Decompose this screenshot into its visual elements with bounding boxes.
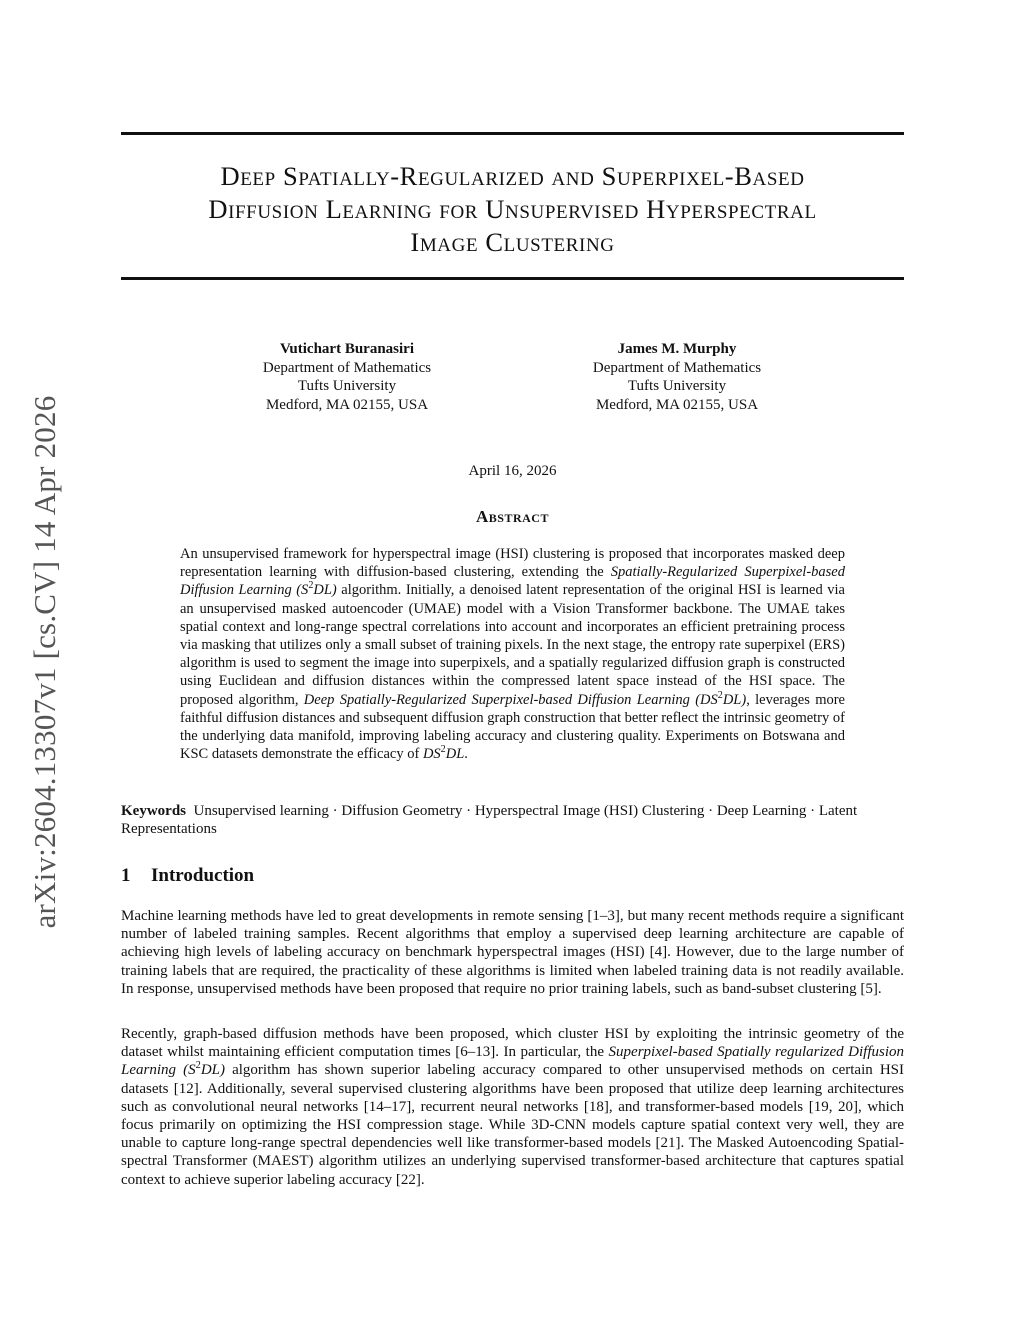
author-block-1 (217, 340, 477, 414)
paper-date: April 16, 2026 (468, 463, 557, 479)
paragraph-italic-method: Superpixel-based Spatially regularized Diffusion Learning (S (121, 1044, 904, 1079)
keywords-label: Keywords (121, 803, 186, 819)
abstract-italic-proposed: Deep Spatially-Regularized Superpixel-based Diffusion Learning (DS (303, 691, 718, 708)
abstract-math: DS (422, 746, 441, 763)
intro-paragraph-2 (121, 1025, 904, 1189)
paper-title (121, 160, 904, 259)
superscript: 2 (717, 689, 723, 701)
title-rule-top (121, 132, 904, 135)
abstract-italic-method: Spatially-Regularized Superpixel-based Diffusion Learning (S (180, 564, 845, 599)
title-rule-bottom (121, 277, 904, 280)
arxiv-side-label: arXiv:2604.13307v1 [cs.CV] 14 Apr 2026 (27, 395, 62, 929)
author-name: James M. Murphy (617, 341, 737, 357)
author-block-2 (547, 340, 807, 414)
intro-paragraph-1: Machine learning methods have led to great developments in remote sensing [1–3], but many recent methods require a significant number of labeled training samples. Recent algorithms that employ a supervised deep learning architecture are capable of achieving high levels of labeling accuracy on benchmark hyperspectral images (HSI) [4]. However, due to the large number of training labels that are required, the practicality of these algorithms is limited when labeled training data is not readily available. In response, unsupervised methods have been proposed that require no prior training labels, such as band-subset clustering [5]. (121, 908, 904, 997)
title-line-1: Deep Spatially-Regularized and Superpixel-Based (220, 161, 805, 191)
author-address: Medford, MA 02155, USA (595, 396, 759, 413)
title-line-3: Image Clustering (410, 227, 615, 257)
abstract-italic-method-end: DL) (313, 582, 337, 599)
paragraph-text: algorithm has shown superior labeling accuracy compared to other unsupervised methods on certain HSI datasets [12]. Additionally, several supervised clustering algorithms have been proposed that utilize deep learning architectures such as convolutional neural networks [14–17], recurrent neural networks [18], and transformer-based models [19, 20], which focus primarily on optimizing the HSI compression stage. While 3D-CNN models capture spatial context very well, they are unable to capture long-range spectral dependencies well like transformer-based models [21]. The Masked Autoencoding Spatial-spectral Transformer (MAEST) algorithm utilizes an underlying supervised transformer-based architecture that captures spatial context to achieve superior labeling accuracy [22]. (121, 1062, 905, 1188)
paragraph-italic-method-end: DL) (200, 1062, 226, 1079)
abstract-text: . (464, 746, 468, 763)
abstract-text: algorithm. Initially, a denoised latent representation of the original HSI is learned via an unsupervised masked autoencoder (UMAE) model with a Vision Transformer backbone. The UMAE takes spatial context and long-range spectral correlations into account and incorporates an efficient pretraining process via masking that utilizes only a small subset of training pixels. In the next stage, the entropy rate superpixel (ERS) algorithm is used to segment the image into superpixels, and a spatially regularized diffusion graph is constructed using Euclidean and diffusion distances within the compressed latent space instead of the HSI space. The proposed algorithm, (180, 582, 845, 708)
abstract-text: An unsupervised framework for hyperspectral image (HSI) clustering is proposed that incorporates masked deep representation learning with diffusion-based clustering, extending the (180, 546, 845, 581)
abstract-heading: Abstract (476, 507, 549, 526)
keywords (121, 802, 904, 838)
author-name: Vutichart Buranasiri (279, 341, 415, 357)
abstract-italic-proposed-end: DL) (722, 691, 747, 708)
author-university: Tufts University (297, 378, 397, 394)
abstract-body (180, 545, 845, 763)
superscript: 2 (440, 744, 446, 756)
author-university: Tufts University (627, 378, 727, 394)
author-department: Department of Mathematics (592, 359, 762, 376)
author-address: Medford, MA 02155, USA (265, 396, 429, 413)
section-title: Introduction (151, 865, 255, 886)
paragraph-text: Recently, graph-based diffusion methods have been proposed, which cluster HSI by exploiting the intrinsic geometry of the dataset whilst maintaining efficient computation times [6–13]. In particular, the (121, 1026, 904, 1061)
superscript: 2 (195, 1060, 201, 1072)
superscript: 2 (308, 580, 314, 592)
abstract-math-end: DL (445, 746, 465, 763)
keywords-text: Unsupervised learning · Diffusion Geometry · Hyperspectral Image (HSI) Clustering · Deep Learning · Latent Representations (121, 803, 858, 838)
abstract-text: , leverages more faithful diffusion distances and subsequent diffusion graph construction that better reflect the intrinsic geometry of the underlying data manifold, improving labeling accuracy and clustering quality. Experiments on Botswana and KSC datasets demonstrate the efficacy of (180, 691, 845, 763)
section-heading (121, 865, 254, 887)
author-department: Department of Mathematics (262, 359, 432, 376)
section-number: 1 (121, 865, 131, 886)
title-line-2: Diffusion Learning for Unsupervised Hyperspectral (208, 194, 817, 224)
